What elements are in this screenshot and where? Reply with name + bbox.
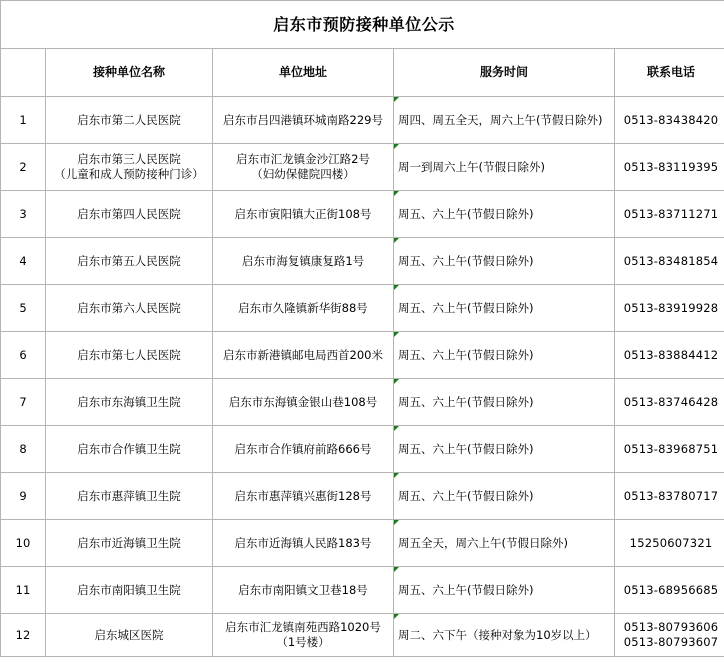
cell-phone-text: 15250607321 bbox=[629, 535, 713, 550]
cell-address[interactable] bbox=[213, 238, 394, 285]
cell-address[interactable] bbox=[213, 520, 394, 567]
cell-unit-name-text: 启东城区医院 bbox=[94, 627, 164, 642]
cell-service-time[interactable] bbox=[394, 191, 615, 238]
header-row bbox=[1, 49, 724, 97]
cell-address[interactable] bbox=[213, 285, 394, 332]
cell-service-time[interactable] bbox=[394, 285, 615, 332]
cell-phone[interactable] bbox=[615, 97, 724, 144]
table-row bbox=[1, 614, 724, 657]
table-title[interactable]: 启东市预防接种单位公示 bbox=[1, 1, 724, 49]
cell-service-time-text: 周二、六下午（接种对象为10岁以上） bbox=[398, 627, 597, 642]
cell-address[interactable] bbox=[213, 473, 394, 520]
cell-no[interactable]: 12 bbox=[1, 614, 46, 657]
cell-address[interactable] bbox=[213, 191, 394, 238]
cell-service-time[interactable] bbox=[394, 238, 615, 285]
cell-phone-text: 0513-83746428 bbox=[623, 394, 719, 409]
table-row bbox=[1, 144, 724, 191]
cell-service-time[interactable] bbox=[394, 144, 615, 191]
cell-address[interactable] bbox=[213, 614, 394, 657]
cell-unit-name-text: 启东市惠萍镇卫生院 bbox=[77, 488, 181, 503]
cell-unit-name[interactable] bbox=[46, 567, 213, 614]
cell-address-text: 启东市东海镇金银山巷108号 bbox=[228, 394, 378, 409]
cell-unit-name-text: 启东市近海镇卫生院 bbox=[77, 535, 181, 550]
cell-unit-name-text: 启东市第二人民医院 bbox=[77, 112, 181, 127]
cell-phone[interactable] bbox=[615, 191, 724, 238]
cell-service-time-text: 周五、六上午(节假日除外) bbox=[398, 488, 534, 503]
cell-unit-name-text: 启东市第三人民医院 bbox=[77, 152, 181, 166]
cell-phone[interactable] bbox=[615, 567, 724, 614]
cell-address[interactable] bbox=[213, 379, 394, 426]
cell-address-text: 启东市汇龙镇金沙江路2号 bbox=[236, 152, 370, 166]
cell-no[interactable]: 8 bbox=[1, 426, 46, 473]
cell-no[interactable]: 7 bbox=[1, 379, 46, 426]
cell-phone-text: 0513-83968751 bbox=[623, 441, 719, 456]
cell-phone[interactable] bbox=[615, 426, 724, 473]
cell-unit-name-text: 启东市第六人民医院 bbox=[77, 300, 181, 315]
cell-unit-name[interactable] bbox=[46, 97, 213, 144]
cell-phone[interactable] bbox=[615, 473, 724, 520]
cell-address-text: （1号楼） bbox=[276, 635, 330, 649]
table-row bbox=[1, 238, 724, 285]
cell-address[interactable] bbox=[213, 426, 394, 473]
cell-address[interactable] bbox=[213, 97, 394, 144]
cell-service-time-text: 周五、六上午(节假日除外) bbox=[398, 582, 534, 597]
cell-service-time[interactable] bbox=[394, 426, 615, 473]
cell-phone-text: 0513-83884412 bbox=[623, 347, 719, 362]
table-row bbox=[1, 332, 724, 379]
table-row bbox=[1, 520, 724, 567]
cell-address-text: 启东市寅阳镇大正街108号 bbox=[234, 206, 372, 221]
cell-phone[interactable] bbox=[615, 144, 724, 191]
cell-service-time[interactable] bbox=[394, 520, 615, 567]
cell-unit-name-text: 启东市南阳镇卫生院 bbox=[77, 582, 181, 597]
table-row bbox=[1, 285, 724, 332]
cell-unit-name[interactable] bbox=[46, 520, 213, 567]
cell-phone[interactable] bbox=[615, 285, 724, 332]
cell-service-time[interactable] bbox=[394, 567, 615, 614]
cell-no[interactable]: 9 bbox=[1, 473, 46, 520]
header-address[interactable]: 单位地址 bbox=[213, 49, 394, 97]
cell-phone[interactable] bbox=[615, 332, 724, 379]
cell-phone-text: 0513-83481854 bbox=[623, 253, 719, 268]
cell-unit-name-text: 启东市第七人民医院 bbox=[77, 347, 181, 362]
table-row bbox=[1, 567, 724, 614]
cell-service-time-text: 周五全天，周六上午(节假日除外) bbox=[398, 535, 568, 550]
cell-no[interactable]: 6 bbox=[1, 332, 46, 379]
cell-address[interactable] bbox=[213, 144, 394, 191]
cell-unit-name-text: 启东市合作镇卫生院 bbox=[77, 441, 181, 456]
table-row bbox=[1, 473, 724, 520]
cell-phone-text: 0513-80793606 bbox=[623, 620, 719, 634]
cell-no[interactable]: 5 bbox=[1, 285, 46, 332]
cell-address-text: 启东市吕四港镇环城南路229号 bbox=[223, 112, 383, 127]
cell-phone-text: 0513-83919928 bbox=[623, 300, 719, 315]
cell-address-text: 启东市合作镇府前路666号 bbox=[234, 441, 372, 456]
table-row bbox=[1, 97, 724, 144]
cell-no[interactable]: 10 bbox=[1, 520, 46, 567]
cell-unit-name-text: 启东市东海镇卫生院 bbox=[77, 394, 181, 409]
table-row bbox=[1, 191, 724, 238]
cell-unit-name[interactable] bbox=[46, 144, 213, 191]
cell-address-text: 启东市久隆镇新华街88号 bbox=[238, 300, 368, 315]
cell-unit-name[interactable] bbox=[46, 473, 213, 520]
cell-unit-name[interactable] bbox=[46, 238, 213, 285]
cell-unit-name[interactable] bbox=[46, 191, 213, 238]
cell-unit-name-text: （儿童和成人预防接种门诊） bbox=[54, 167, 204, 181]
cell-phone[interactable] bbox=[615, 614, 724, 657]
cell-phone[interactable] bbox=[615, 379, 724, 426]
cell-unit-name[interactable] bbox=[46, 614, 213, 657]
cell-service-time-text: 周一到周六上午(节假日除外) bbox=[398, 159, 545, 174]
cell-address-text: 启东市新港镇邮电局西首200米 bbox=[223, 347, 383, 362]
cell-service-time[interactable] bbox=[394, 97, 615, 144]
cell-phone-text: 0513-83438420 bbox=[623, 112, 719, 127]
cell-service-time-text: 周五、六上午(节假日除外) bbox=[398, 394, 534, 409]
cell-service-time-text: 周四、周五全天，周六上午(节假日除外) bbox=[398, 112, 603, 127]
cell-service-time[interactable] bbox=[394, 379, 615, 426]
cell-service-time-text: 周五、六上午(节假日除外) bbox=[398, 441, 534, 456]
cell-unit-name[interactable] bbox=[46, 332, 213, 379]
cell-phone-text: 0513-83119395 bbox=[623, 159, 719, 174]
cell-address-text: 启东市海复镇康复路1号 bbox=[241, 253, 365, 268]
cell-address[interactable] bbox=[213, 567, 394, 614]
cell-address[interactable] bbox=[213, 332, 394, 379]
cell-unit-name-text: 启东市第五人民医院 bbox=[77, 253, 181, 268]
cell-service-time-text: 周五、六上午(节假日除外) bbox=[398, 347, 534, 362]
cell-no[interactable]: 11 bbox=[1, 567, 46, 614]
cell-address-text: 启东市惠萍镇兴惠街128号 bbox=[234, 488, 372, 503]
header-no[interactable] bbox=[1, 49, 46, 97]
cell-service-time[interactable] bbox=[394, 614, 615, 657]
cell-no[interactable]: 4 bbox=[1, 238, 46, 285]
cell-service-time[interactable] bbox=[394, 332, 615, 379]
cell-no[interactable]: 3 bbox=[1, 191, 46, 238]
cell-no[interactable]: 2 bbox=[1, 144, 46, 191]
cell-unit-name[interactable] bbox=[46, 426, 213, 473]
cell-no[interactable]: 1 bbox=[1, 97, 46, 144]
cell-unit-name[interactable] bbox=[46, 285, 213, 332]
cell-address-text: 启东市汇龙镇南苑西路1020号 bbox=[225, 620, 381, 634]
cell-service-time[interactable] bbox=[394, 473, 615, 520]
cell-address-text: （妇幼保健院四楼） bbox=[251, 167, 355, 181]
cell-address-text: 启东市近海镇人民路183号 bbox=[234, 535, 372, 550]
cell-unit-name-text: 启东市第四人民医院 bbox=[77, 206, 181, 221]
cell-service-time-text: 周五、六上午(节假日除外) bbox=[398, 253, 534, 268]
table-row bbox=[1, 379, 724, 426]
cell-phone-text: 0513-83711271 bbox=[623, 206, 719, 221]
cell-phone-text: 0513-83780717 bbox=[623, 488, 719, 503]
header-phone[interactable]: 联系电话 bbox=[615, 49, 724, 97]
cell-service-time-text: 周五、六上午(节假日除外) bbox=[398, 206, 534, 221]
header-service-time[interactable]: 服务时间 bbox=[394, 49, 615, 97]
cell-phone-text: 0513-68956685 bbox=[623, 582, 719, 597]
table-row bbox=[1, 426, 724, 473]
header-unit-name[interactable]: 接种单位名称 bbox=[46, 49, 213, 97]
cell-unit-name[interactable] bbox=[46, 379, 213, 426]
cell-phone[interactable] bbox=[615, 238, 724, 285]
cell-service-time-text: 周五、六上午(节假日除外) bbox=[398, 300, 534, 315]
cell-address-text: 启东市南阳镇文卫巷18号 bbox=[238, 582, 368, 597]
cell-phone-text: 0513-80793607 bbox=[623, 635, 719, 649]
cell-phone[interactable] bbox=[615, 520, 724, 567]
